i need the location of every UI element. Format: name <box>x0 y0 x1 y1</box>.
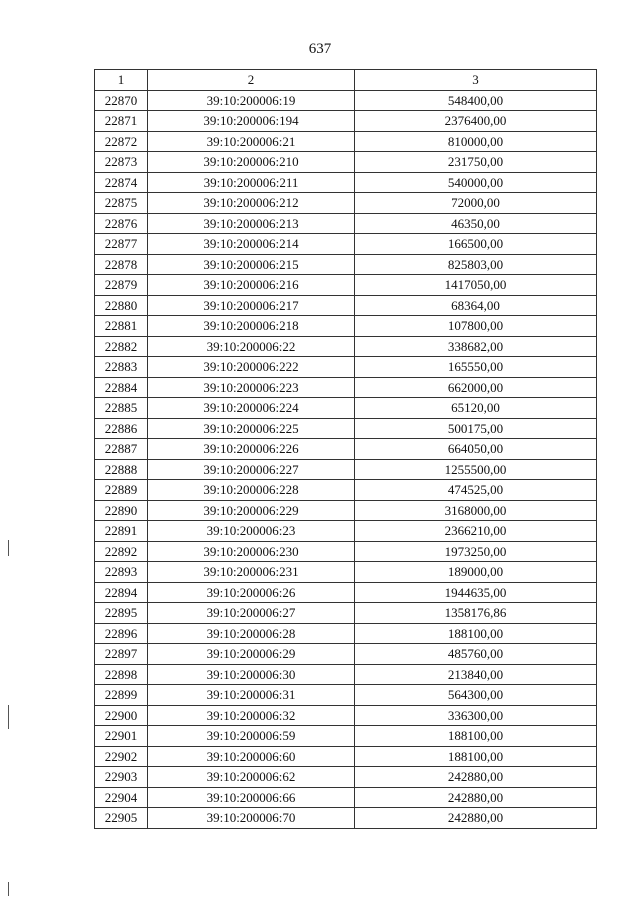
row-number-cell: 22877 <box>95 234 148 255</box>
row-number-cell: 22896 <box>95 623 148 644</box>
cadastral-number-cell: 39:10:200006:60 <box>148 746 355 767</box>
value-cell: 188100,00 <box>355 746 597 767</box>
column-header: 1 <box>95 70 148 91</box>
scan-artifact-mark <box>8 540 9 556</box>
cadastral-number-cell: 39:10:200006:225 <box>148 418 355 439</box>
cadastral-number-cell: 39:10:200006:211 <box>148 172 355 193</box>
value-cell: 72000,00 <box>355 193 597 214</box>
table-row <box>95 152 597 173</box>
table-row <box>95 767 597 788</box>
table-row <box>95 705 597 726</box>
value-cell: 1973250,00 <box>355 541 597 562</box>
table-row <box>95 213 597 234</box>
value-cell: 338682,00 <box>355 336 597 357</box>
cadastral-number-cell: 39:10:200006:21 <box>148 131 355 152</box>
table-row <box>95 439 597 460</box>
row-number-cell: 22898 <box>95 664 148 685</box>
cadastral-number-cell: 39:10:200006:227 <box>148 459 355 480</box>
cadastral-number-cell: 39:10:200006:216 <box>148 275 355 296</box>
value-cell: 336300,00 <box>355 705 597 726</box>
cadastral-number-cell: 39:10:200006:26 <box>148 582 355 603</box>
cadastral-number-cell: 39:10:200006:223 <box>148 377 355 398</box>
table-row <box>95 480 597 501</box>
table-row <box>95 336 597 357</box>
value-cell: 166500,00 <box>355 234 597 255</box>
row-number-cell: 22889 <box>95 480 148 501</box>
table-row <box>95 623 597 644</box>
cadastral-number-cell: 39:10:200006:212 <box>148 193 355 214</box>
value-cell: 46350,00 <box>355 213 597 234</box>
value-cell: 3168000,00 <box>355 500 597 521</box>
value-cell: 68364,00 <box>355 295 597 316</box>
cadastral-number-cell: 39:10:200006:62 <box>148 767 355 788</box>
table-row <box>95 685 597 706</box>
value-cell: 107800,00 <box>355 316 597 337</box>
value-cell: 188100,00 <box>355 726 597 747</box>
cadastral-number-cell: 39:10:200006:31 <box>148 685 355 706</box>
cadastral-number-cell: 39:10:200006:22 <box>148 336 355 357</box>
value-cell: 500175,00 <box>355 418 597 439</box>
cadastral-number-cell: 39:10:200006:214 <box>148 234 355 255</box>
value-cell: 242880,00 <box>355 808 597 829</box>
cadastral-number-cell: 39:10:200006:231 <box>148 562 355 583</box>
value-cell: 1417050,00 <box>355 275 597 296</box>
value-cell: 485760,00 <box>355 644 597 665</box>
table-row <box>95 90 597 111</box>
value-cell: 213840,00 <box>355 664 597 685</box>
row-number-cell: 22880 <box>95 295 148 316</box>
value-cell: 1358176,86 <box>355 603 597 624</box>
cadastral-number-cell: 39:10:200006:32 <box>148 705 355 726</box>
row-number-cell: 22875 <box>95 193 148 214</box>
column-header: 2 <box>148 70 355 91</box>
table-row <box>95 111 597 132</box>
cadastral-number-cell: 39:10:200006:226 <box>148 439 355 460</box>
table-row <box>95 521 597 542</box>
table-row <box>95 603 597 624</box>
value-cell: 242880,00 <box>355 787 597 808</box>
value-cell: 165550,00 <box>355 357 597 378</box>
row-number-cell: 22878 <box>95 254 148 275</box>
table-row <box>95 459 597 480</box>
cadastral-number-cell: 39:10:200006:210 <box>148 152 355 173</box>
value-cell: 1944635,00 <box>355 582 597 603</box>
row-number-cell: 22893 <box>95 562 148 583</box>
cadastral-number-cell: 39:10:200006:218 <box>148 316 355 337</box>
table-row <box>95 500 597 521</box>
value-cell: 65120,00 <box>355 398 597 419</box>
cadastral-number-cell: 39:10:200006:229 <box>148 500 355 521</box>
row-number-cell: 22894 <box>95 582 148 603</box>
value-cell: 1255500,00 <box>355 459 597 480</box>
cadastral-number-cell: 39:10:200006:228 <box>148 480 355 501</box>
row-number-cell: 22883 <box>95 357 148 378</box>
table-row <box>95 275 597 296</box>
table-row <box>95 172 597 193</box>
cadastral-number-cell: 39:10:200006:23 <box>148 521 355 542</box>
value-cell: 474525,00 <box>355 480 597 501</box>
table-row <box>95 398 597 419</box>
table-row <box>95 746 597 767</box>
cadastral-number-cell: 39:10:200006:70 <box>148 808 355 829</box>
page-number: 637 <box>308 41 332 57</box>
table-row <box>95 726 597 747</box>
row-number-cell: 22881 <box>95 316 148 337</box>
cadastral-number-cell: 39:10:200006:215 <box>148 254 355 275</box>
table-row <box>95 377 597 398</box>
value-cell: 2376400,00 <box>355 111 597 132</box>
row-number-cell: 22903 <box>95 767 148 788</box>
value-cell: 825803,00 <box>355 254 597 275</box>
row-number-cell: 22882 <box>95 336 148 357</box>
cadastral-number-cell: 39:10:200006:213 <box>148 213 355 234</box>
table-row <box>95 131 597 152</box>
cadastral-number-cell: 39:10:200006:28 <box>148 623 355 644</box>
register-table <box>94 69 597 829</box>
value-cell: 662000,00 <box>355 377 597 398</box>
table-row <box>95 808 597 829</box>
cadastral-number-cell: 39:10:200006:230 <box>148 541 355 562</box>
value-cell: 564300,00 <box>355 685 597 706</box>
value-cell: 188100,00 <box>355 623 597 644</box>
value-cell: 231750,00 <box>355 152 597 173</box>
row-number-cell: 22884 <box>95 377 148 398</box>
value-cell: 540000,00 <box>355 172 597 193</box>
row-number-cell: 22905 <box>95 808 148 829</box>
value-cell: 664050,00 <box>355 439 597 460</box>
row-number-cell: 22899 <box>95 685 148 706</box>
row-number-cell: 22870 <box>95 90 148 111</box>
table-row <box>95 295 597 316</box>
table-row <box>95 582 597 603</box>
table-row <box>95 644 597 665</box>
cadastral-number-cell: 39:10:200006:217 <box>148 295 355 316</box>
row-number-cell: 22888 <box>95 459 148 480</box>
table-row <box>95 541 597 562</box>
row-number-cell: 22897 <box>95 644 148 665</box>
row-number-cell: 22879 <box>95 275 148 296</box>
table-row <box>95 234 597 255</box>
row-number-cell: 22892 <box>95 541 148 562</box>
cadastral-number-cell: 39:10:200006:222 <box>148 357 355 378</box>
table-row <box>95 193 597 214</box>
row-number-cell: 22887 <box>95 439 148 460</box>
row-number-cell: 22904 <box>95 787 148 808</box>
cadastral-number-cell: 39:10:200006:59 <box>148 726 355 747</box>
row-number-cell: 22873 <box>95 152 148 173</box>
table-row <box>95 664 597 685</box>
cadastral-number-cell: 39:10:200006:30 <box>148 664 355 685</box>
value-cell: 810000,00 <box>355 131 597 152</box>
table-row <box>95 562 597 583</box>
row-number-cell: 22891 <box>95 521 148 542</box>
scan-artifact-mark <box>8 705 9 729</box>
row-number-cell: 22872 <box>95 131 148 152</box>
row-number-cell: 22900 <box>95 705 148 726</box>
row-number-cell: 22890 <box>95 500 148 521</box>
row-number-cell: 22885 <box>95 398 148 419</box>
value-cell: 548400,00 <box>355 90 597 111</box>
row-number-cell: 22874 <box>95 172 148 193</box>
value-cell: 2366210,00 <box>355 521 597 542</box>
table-row <box>95 787 597 808</box>
table-row <box>95 357 597 378</box>
cadastral-number-cell: 39:10:200006:194 <box>148 111 355 132</box>
table-row <box>95 418 597 439</box>
column-header: 3 <box>355 70 597 91</box>
row-number-cell: 22876 <box>95 213 148 234</box>
table-header-row <box>95 70 597 91</box>
cadastral-number-cell: 39:10:200006:29 <box>148 644 355 665</box>
row-number-cell: 22901 <box>95 726 148 747</box>
scan-artifact-mark <box>8 882 9 896</box>
row-number-cell: 22895 <box>95 603 148 624</box>
row-number-cell: 22886 <box>95 418 148 439</box>
table-row <box>95 254 597 275</box>
row-number-cell: 22902 <box>95 746 148 767</box>
table-row <box>95 316 597 337</box>
cadastral-number-cell: 39:10:200006:224 <box>148 398 355 419</box>
cadastral-number-cell: 39:10:200006:19 <box>148 90 355 111</box>
cadastral-number-cell: 39:10:200006:27 <box>148 603 355 624</box>
row-number-cell: 22871 <box>95 111 148 132</box>
value-cell: 189000,00 <box>355 562 597 583</box>
value-cell: 242880,00 <box>355 767 597 788</box>
cadastral-number-cell: 39:10:200006:66 <box>148 787 355 808</box>
